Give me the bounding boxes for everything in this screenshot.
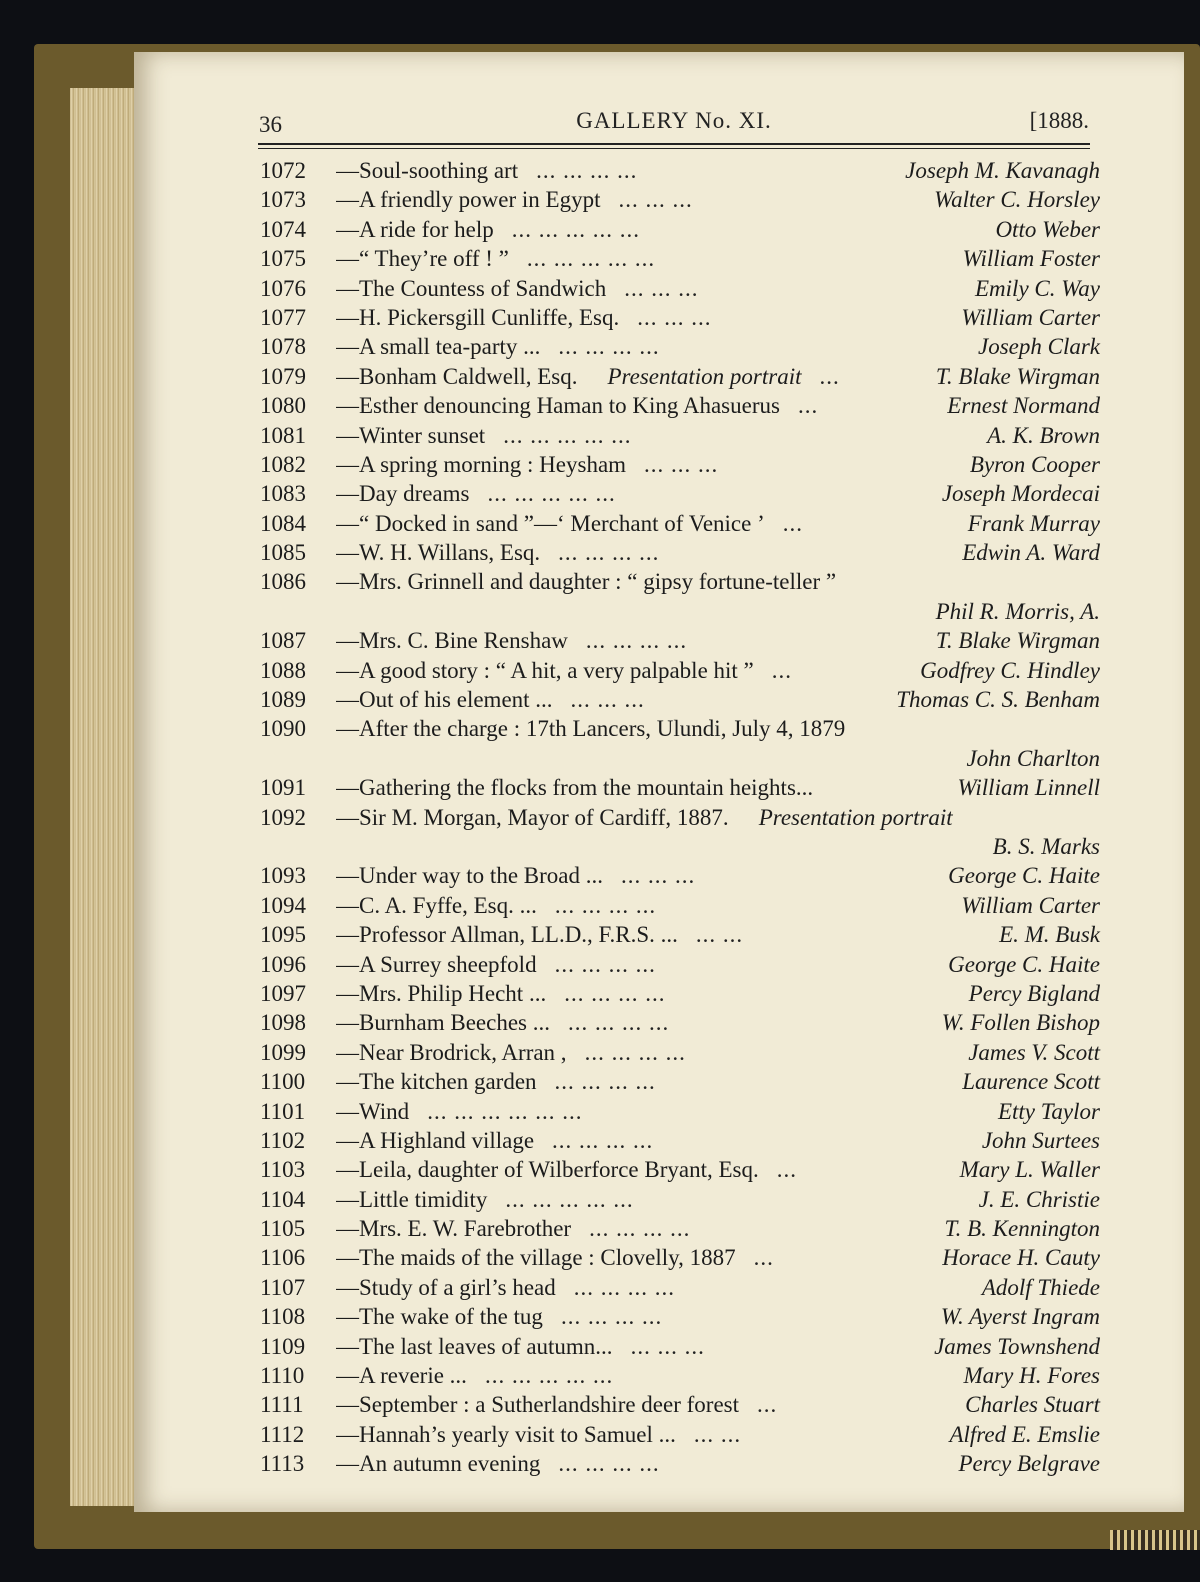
entry-title-text: —The maids of the village : Clovelly, 1887: [336, 1245, 736, 1271]
catalogue-entry: [260, 362, 1100, 391]
entry-title-text: —The wake of the tug: [336, 1304, 543, 1330]
entry-title-text: —Leila, daughter of Wilberforce Bryant, Esq.: [336, 1157, 759, 1183]
leader-dots: ... ... ... ...: [554, 1069, 656, 1095]
entry-title-text: —Near Brodrick, Arran ,: [336, 1039, 567, 1065]
entry-title-text: —Professor Allman, LL.D., F.R.S. ...: [336, 922, 678, 948]
entry-title-text: —Wind: [336, 1098, 410, 1124]
leader-dots: ... ... ... ...: [558, 540, 660, 566]
entry-title: [336, 1155, 952, 1184]
catalogue-entry: [260, 1273, 1100, 1302]
catalogue-entry: [260, 979, 1100, 1008]
leader-dots: ... ... ... ... ... ...: [427, 1098, 583, 1124]
entry-artist-continued: John Charlton: [966, 745, 1100, 771]
entry-artist: William Carter: [961, 892, 1100, 918]
entry-number: 1096: [260, 951, 306, 977]
entry-title: [336, 1449, 950, 1478]
leader-dots: ... ... ...: [624, 275, 699, 301]
entry-title-text: —The kitchen garden: [336, 1069, 537, 1095]
entry-title: [336, 1361, 956, 1390]
entry-number: 1093: [260, 863, 306, 889]
entry-artist: William Foster: [962, 246, 1100, 272]
leader-dots: ... ... ...: [630, 1333, 705, 1359]
entry-title: [336, 1067, 954, 1096]
catalogue-entry: [260, 509, 1100, 538]
entry-title-text: —“ They’re off ! ”: [336, 246, 509, 272]
entry-number: 1075: [260, 246, 306, 272]
catalogue-entry: [260, 1067, 1100, 1096]
leader-dots: ... ... ... ...: [554, 951, 656, 977]
leader-dots: ... ... ... ...: [558, 334, 660, 360]
leader-dots: ... ... ... ... ...: [484, 1363, 614, 1389]
entry-artist: Walter C. Horsley: [934, 187, 1100, 213]
entry-title-text: —Mrs. C. Bine Renshaw: [336, 628, 568, 654]
catalogue-entry: [260, 185, 1100, 214]
entry-title: [336, 1097, 990, 1126]
entry-number: 1081: [260, 422, 306, 448]
entry-number: 1113: [260, 1451, 305, 1477]
entry-number: 1082: [260, 451, 306, 477]
book-page: [134, 52, 1184, 1512]
leader-dots: ...: [776, 1157, 797, 1183]
entry-title-text: —Hannah’s yearly visit to Samuel ...: [336, 1421, 676, 1447]
entry-artist: E. M. Busk: [999, 922, 1100, 948]
entry-title-text: —Burnham Beeches ...: [336, 1010, 550, 1036]
catalogue-entry: [260, 685, 1100, 714]
leader-dots: ...: [757, 1392, 778, 1418]
entry-title: [336, 714, 1092, 743]
entry-number: 1091: [260, 775, 306, 801]
catalogue-list: [260, 156, 1100, 1479]
entry-artist: James Townshend: [934, 1333, 1100, 1359]
entry-title: [336, 421, 979, 450]
entry-artist: Charles Stuart: [965, 1392, 1100, 1418]
entry-artist: James V. Scott: [968, 1039, 1100, 1065]
entry-artist: Mary H. Fores: [963, 1363, 1100, 1389]
leader-dots: ... ... ... ...: [589, 1216, 691, 1242]
entry-artist: George C. Haite: [948, 863, 1100, 889]
leader-dots: ... ... ... ... ...: [511, 216, 641, 242]
entry-title-text: —Soul-soothing art: [336, 158, 519, 183]
entry-title: [336, 1008, 934, 1037]
entry-artist: Horace H. Cauty: [942, 1245, 1100, 1271]
entry-artist: Otto Weber: [995, 216, 1100, 242]
entry-number: 1111: [260, 1392, 304, 1418]
entry-artist: Joseph Clark: [977, 334, 1100, 360]
entry-artist: Joseph Mordecai: [941, 481, 1100, 507]
entry-title-text: —An autumn evening: [336, 1451, 541, 1477]
catalogue-entry: [260, 803, 1100, 832]
entry-artist: John Surtees: [981, 1127, 1100, 1153]
catalogue-entry: [260, 303, 1100, 332]
entry-title-text: —Little timidity: [336, 1186, 488, 1212]
leader-dots: ... ... ... ...: [554, 892, 657, 918]
entry-title: [336, 626, 928, 655]
entry-number: 1078: [260, 334, 306, 360]
entry-title-text: —A spring morning : Heysham: [336, 451, 627, 477]
catalogue-entry: [260, 479, 1100, 508]
entry-title: [336, 509, 960, 538]
entry-number: 1105: [260, 1216, 306, 1242]
entry-title-text: —Winter sunset: [336, 422, 486, 448]
entry-title: [336, 891, 953, 920]
page-edge-marks: [1110, 1530, 1200, 1550]
entry-title: [336, 1126, 974, 1155]
entry-artist: Etty Taylor: [997, 1098, 1100, 1124]
catalogue-entry: [260, 1449, 1100, 1478]
catalogue-entry: [260, 1390, 1100, 1419]
entry-title-text: —Under way to the Broad ...: [336, 863, 603, 889]
entry-number: 1095: [260, 922, 306, 948]
entry-number: 1106: [260, 1245, 306, 1271]
entry-artist: A. K. Brown: [987, 422, 1100, 448]
entry-artist: Mary L. Waller: [959, 1157, 1100, 1183]
catalogue-entry: [260, 274, 1100, 303]
entry-title: [336, 332, 970, 361]
gallery-title: GALLERY No. XI.: [576, 108, 772, 133]
entry-title: [336, 685, 888, 714]
entry-title-text: —W. H. Willans, Esq.: [336, 540, 541, 566]
entry-title-text: —H. Pickersgill Cunliffe, Esq.: [336, 304, 620, 330]
entry-title-text: —Mrs. Grinnell and daughter : “ gipsy fortune-teller ”: [336, 569, 837, 595]
entry-title: [336, 156, 897, 185]
entry-number: 1099: [260, 1039, 306, 1065]
entry-title-text: —C. A. Fyffe, Esq. ...: [336, 892, 537, 918]
leader-dots: ... ... ... ...: [567, 1010, 670, 1036]
page-edges: [70, 88, 140, 1506]
entry-title-text: —Mrs. Philip Hecht ...: [336, 980, 547, 1006]
entry-number: 1097: [260, 980, 306, 1006]
leader-dots: ...: [771, 657, 793, 683]
header-rule-thin: [258, 148, 1090, 149]
entry-title-text: —September : a Sutherlandshire deer forest: [336, 1392, 740, 1418]
entry-number: 1076: [260, 275, 306, 301]
year-label: [1888.: [1029, 108, 1089, 133]
entry-title-text: —Mrs. E. W. Farebrother: [336, 1216, 572, 1242]
entry-number: 1110: [260, 1363, 305, 1389]
entry-number: 1112: [260, 1421, 305, 1447]
entry-artist: William Carter: [961, 304, 1100, 330]
entry-number: 1102: [260, 1127, 306, 1153]
entry-title-text: —After the charge : 17th Lancers, Ulundi, July 4, 1879: [336, 716, 846, 742]
entry-title: [336, 861, 940, 890]
entry-title-text: —Esther denouncing Haman to King Ahasuerus: [336, 393, 780, 419]
entry-title-text: —Bonham Caldwell, Esq.: [336, 363, 578, 389]
entry-title: [336, 567, 1092, 596]
entry-title: [336, 215, 987, 244]
entry-title: [336, 244, 955, 273]
entry-number: 1098: [260, 1010, 306, 1036]
entry-number: 1087: [260, 628, 306, 654]
page-header: [259, 106, 1089, 146]
leader-dots: ... ... ... ...: [552, 1127, 654, 1153]
entry-artist: Godfrey C. Hindley: [920, 657, 1100, 683]
entry-number: 1108: [260, 1304, 306, 1330]
catalogue-entry: [260, 1155, 1100, 1184]
entry-title: [336, 391, 939, 420]
entry-number: 1085: [260, 540, 306, 566]
entry-artist: Byron Cooper: [969, 451, 1100, 477]
entry-title-text: —A Surrey sheepfold: [336, 951, 537, 977]
entry-number: 1100: [260, 1069, 306, 1095]
entry-title: [336, 773, 950, 802]
entry-title: [336, 950, 940, 979]
catalogue-entry: [260, 1302, 1100, 1331]
catalogue-entry: [260, 950, 1100, 979]
entry-title: [336, 1332, 926, 1361]
entry-title: [336, 979, 961, 1008]
catalogue-entry: [260, 215, 1100, 244]
entry-artist: Edwin A. Ward: [962, 540, 1100, 566]
entry-title-text: —The last leaves of autumn...: [336, 1333, 613, 1359]
entry-title: [336, 803, 1092, 832]
catalogue-entry: [260, 450, 1100, 479]
leader-dots: ... ... ... ...: [536, 158, 638, 183]
entry-title-text: —The Countess of Sandwich: [336, 275, 607, 301]
entry-number: 1104: [260, 1186, 306, 1212]
catalogue-entry: [260, 861, 1100, 890]
entry-artist: T. Blake Wirgman: [935, 363, 1100, 389]
leader-dots: ... ... ...: [621, 863, 696, 889]
entry-number: 1074: [260, 216, 306, 242]
leader-dots: ... ... ...: [618, 187, 693, 213]
entry-title-text: —A friendly power in Egypt: [336, 187, 601, 213]
catalogue-entry: [260, 714, 1100, 743]
leader-dots: ... ... ... ...: [560, 1304, 663, 1330]
entry-number: 1077: [260, 304, 306, 330]
catalogue-entry: [260, 1008, 1100, 1037]
entry-artist: Alfred E. Emslie: [949, 1421, 1100, 1447]
entry-artist-continued: B. S. Marks: [992, 833, 1100, 859]
catalogue-entry: [260, 1038, 1100, 1067]
entry-title-text: —A small tea-party ...: [336, 334, 541, 360]
presentation-note: Presentation portrait: [607, 363, 802, 389]
catalogue-entry: [260, 773, 1100, 802]
entry-title: [336, 303, 953, 332]
catalogue-entry: [260, 1126, 1100, 1155]
entry-title: [336, 656, 912, 685]
leader-dots: ... ... ... ...: [558, 1451, 660, 1477]
entry-number: 1072: [260, 158, 306, 183]
entry-number: 1079: [260, 363, 306, 389]
catalogue-entry: [260, 391, 1100, 420]
catalogue-entry: [260, 1243, 1100, 1272]
entry-title-text: —A ride for help: [336, 216, 494, 242]
entry-title: [336, 185, 926, 214]
entry-title-text: —A reverie ...: [336, 1363, 467, 1389]
entry-artist: J. E. Christie: [978, 1186, 1100, 1212]
entry-title-text: —Day dreams: [336, 481, 470, 507]
entry-artist: Laurence Scott: [962, 1069, 1100, 1095]
entry-title: [336, 450, 962, 479]
entry-title-text: —Study of a girl’s head: [336, 1274, 556, 1300]
catalogue-entry: [260, 421, 1100, 450]
entry-artist: T. B. Kennington: [944, 1216, 1100, 1242]
entry-artist: [1092, 567, 1100, 596]
leader-dots: ... ... ...: [644, 451, 719, 477]
entry-number: 1107: [260, 1274, 306, 1300]
entry-title: [336, 479, 934, 508]
catalogue-entry: [260, 538, 1100, 567]
entry-artist: William Linnell: [957, 775, 1100, 801]
entry-title-text: —Gathering the flocks from the mountain heights...: [336, 775, 814, 801]
entry-number: 1088: [260, 657, 306, 683]
leader-dots: ... ... ... ...: [584, 1039, 686, 1065]
entry-artist: W. Ayerst Ingram: [940, 1304, 1100, 1330]
entry-artist: [1092, 803, 1100, 832]
catalogue-entry: [260, 1420, 1100, 1449]
entry-title: [336, 1302, 933, 1331]
leader-dots: ... ...: [695, 922, 744, 948]
entry-artist: Ernest Normand: [947, 393, 1100, 419]
entry-artist: George C. Haite: [948, 951, 1100, 977]
entry-title: [336, 1243, 934, 1272]
catalogue-entry: [260, 156, 1100, 185]
leader-dots: ... ... ...: [570, 687, 645, 713]
leader-dots: ...: [797, 393, 819, 419]
header-rule: [258, 143, 1090, 145]
presentation-note: Presentation portrait: [758, 804, 953, 830]
entry-title: [336, 1038, 960, 1067]
entry-number: 1073: [260, 187, 306, 213]
entry-artist: Emily C. Way: [975, 275, 1100, 301]
leader-dots: ...: [753, 1245, 774, 1271]
entry-artist: W. Follen Bishop: [941, 1010, 1100, 1036]
leader-dots: ... ... ... ... ...: [503, 422, 632, 448]
entry-title: [336, 274, 967, 303]
entry-artist: T. Blake Wirgman: [935, 628, 1100, 654]
entry-number: 1103: [260, 1157, 306, 1183]
entry-artist-continued: Phil R. Morris, A.: [935, 598, 1100, 624]
leader-dots: ... ... ... ... ...: [505, 1186, 634, 1212]
entry-number: 1092: [260, 804, 306, 830]
entry-title-text: —Out of his element ...: [336, 687, 553, 713]
catalogue-entry: [260, 626, 1100, 655]
entry-artist: Percy Belgrave: [958, 1451, 1100, 1477]
entry-artist: Frank Murray: [967, 510, 1100, 536]
leader-dots: ... ... ... ...: [564, 980, 666, 1006]
catalogue-entry: [260, 1185, 1100, 1214]
entry-title: [336, 920, 991, 949]
catalogue-entry: [260, 332, 1100, 361]
entry-title: [336, 1390, 957, 1419]
entry-number: 1089: [260, 687, 306, 713]
catalogue-entry: [260, 567, 1100, 596]
entry-number: 1090: [260, 716, 306, 742]
entry-title: [336, 538, 954, 567]
entry-title: [336, 362, 928, 391]
entry-artist: Adolf Thiede: [981, 1274, 1100, 1300]
catalogue-entry: [260, 920, 1100, 949]
catalogue-entry: [260, 891, 1100, 920]
leader-dots: ...: [782, 510, 804, 536]
entry-title: [336, 1214, 937, 1243]
catalogue-entry: [260, 1361, 1100, 1390]
entry-number: 1109: [260, 1333, 306, 1359]
entry-number: 1094: [260, 892, 306, 918]
entry-number: 1080: [260, 393, 306, 419]
entry-title-text: —Sir M. Morgan, Mayor of Cardiff, 1887.: [336, 804, 729, 830]
entry-title: [336, 1420, 941, 1449]
catalogue-entry: [260, 1332, 1100, 1361]
entry-title-text: —A Highland village: [336, 1127, 535, 1153]
entry-artist: Thomas C. S. Benham: [896, 687, 1100, 713]
catalogue-entry: [260, 244, 1100, 273]
leader-dots: ... ... ... ...: [585, 628, 688, 654]
entry-artist: Joseph M. Kavanagh: [905, 158, 1100, 183]
entry-artist: Percy Bigland: [968, 980, 1100, 1006]
entry-number: 1086: [260, 569, 306, 595]
entry-title-text: —A good story : “ A hit, a very palpable hit ”: [336, 657, 754, 683]
entry-artist: [1092, 714, 1100, 743]
leader-dots: ... ...: [693, 1421, 742, 1447]
entry-title: [336, 1273, 974, 1302]
catalogue-entry: [260, 1214, 1100, 1243]
entry-title-text: —“ Docked in sand ”—‘ Merchant of Venice ’: [336, 510, 765, 536]
page-number: 36: [259, 112, 282, 137]
entry-number: 1101: [260, 1098, 306, 1124]
catalogue-entry: [260, 1097, 1100, 1126]
leader-dots: ... ... ... ... ...: [526, 246, 656, 272]
entry-title: [336, 1185, 971, 1214]
leader-dots: ... ... ...: [637, 304, 712, 330]
leader-dots: ... ... ... ...: [573, 1274, 675, 1300]
entry-number: 1083: [260, 481, 306, 507]
leader-dots: ...: [819, 363, 840, 389]
entry-number: 1084: [260, 510, 306, 536]
catalogue-entry: [260, 656, 1100, 685]
leader-dots: ... ... ... ... ...: [487, 481, 616, 507]
